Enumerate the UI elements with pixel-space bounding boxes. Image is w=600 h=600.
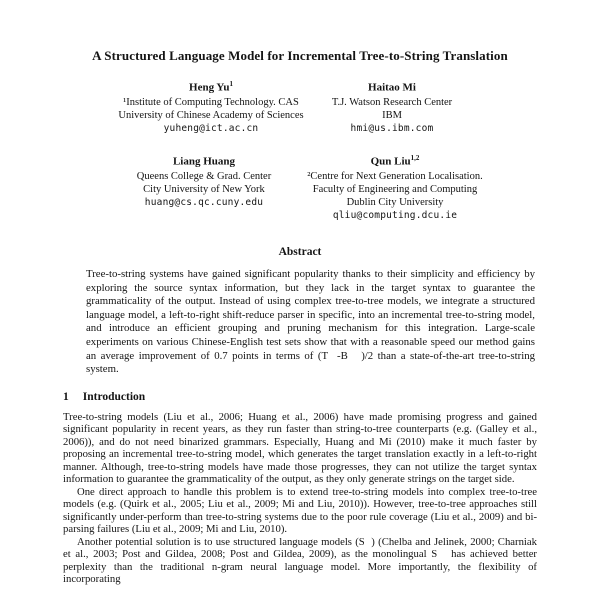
paragraph: Tree-to-string models (Liu et al., 2006; Huang et al., 2006) have made promising progress and gained significant popularity in recent years, as they run faster than string-to-tree counterparts (e.g. (Galley et al., 2006)), and do not need binarized grammars. Especially, Huang and Mi (2010) make it much faster by proposing an incremental tree-to-string model, which generates the target translation exactly in a left-to-right manner. Although, tree-to-string models have made those progresses, they can not utilize the target syntax information to guarantee the grammaticality of the output, as they only generate strings on the target side. bbox=[63, 410, 537, 486]
paragraph: One direct approach to handle this problem is to extend tree-to-string models into complex tree-to-tree models (e.g. (Quirk et al., 2005; Liu et al., 2009; Mi and Liu, 2010)). However, tree-to-tree approaches still significantly under-perform than tree-to-string systems due to the poor rule coverage (Liu et al., 2009) and bi-parsing failures (Liu et al., 2009; Mi and Liu, 2010). bbox=[63, 485, 537, 536]
section-heading-introduction bbox=[63, 391, 537, 403]
author-block-haitao-mi bbox=[332, 78, 452, 135]
author-name-text: Heng Yu bbox=[189, 81, 230, 94]
author-superscript: 1,2 bbox=[410, 154, 420, 162]
author-affiliation: City University of New York bbox=[143, 183, 265, 195]
author-affiliation: T.J. Watson Research Center bbox=[331, 96, 453, 108]
author-email: huang@cs.qc.cuny.edu bbox=[144, 196, 264, 208]
author-block-heng-yu bbox=[118, 78, 303, 135]
author-name-text: Haitao Mi bbox=[368, 81, 416, 94]
author-affiliation: IBM bbox=[382, 109, 402, 121]
author-block-liang-huang bbox=[137, 152, 271, 209]
author-name-text: Qun Liu bbox=[370, 155, 411, 168]
author-name bbox=[137, 152, 271, 169]
author-name-text: Liang Huang bbox=[172, 155, 236, 168]
author-affiliation: Queens College & Grad. Center bbox=[136, 170, 272, 182]
abstract-text: Tree-to-string systems have gained significant popularity thanks to their simplicity and efficiency by exploring the source syntax information, but they lack in the target syntax to guarantee the grammaticality of the output. Instead of using complex tree-to-tree models, we integrate a structured language model, a left-to-right shift-reduce parser in specific, into an incremental tree-to-string model, and introduce an efficient grouping and pruning mechanism for this integration. Large-scale experiments on various Chinese-English test sets show that with a reasonable speed our method gains an average improvement of 0.7 points in terms of (T -B )/2 than a state-of-the-art tree-to-string system. bbox=[86, 268, 535, 376]
author-affiliation: ²Centre for Next Generation Localisation. bbox=[307, 170, 483, 182]
author-name bbox=[307, 152, 482, 169]
author-block-qun-liu bbox=[307, 152, 482, 222]
paragraph: Another potential solution is to use structured language models (S ) (Chelba and Jelinek, 2000; Charniak et al., 2003; Post and Gildea, 2008; Post and Gildea, 2009), as the monolingual S has achieved better perplexity than the traditional n-gram neural language model. More importantly, the flexibility of incorporating bbox=[63, 535, 537, 586]
author-affiliation: Dublin City University bbox=[346, 196, 444, 208]
author-section bbox=[0, 78, 600, 230]
abstract-heading: Abstract bbox=[278, 246, 322, 258]
section-number: 1 bbox=[63, 390, 69, 403]
author-affiliation: University of Chinese Academy of Sciences bbox=[118, 109, 304, 121]
author-affiliation: ¹Institute of Computing Technology. CAS bbox=[123, 96, 299, 108]
author-name bbox=[118, 78, 303, 95]
section-title: Introduction bbox=[82, 390, 146, 403]
introduction-body bbox=[63, 411, 537, 586]
author-name bbox=[332, 78, 452, 95]
author-email: yuheng@ict.ac.cn bbox=[163, 122, 259, 134]
paper-title: A Structured Language Model for Incremental Tree-to-String Translation bbox=[92, 48, 508, 63]
author-email: qliu@computing.dcu.ie bbox=[332, 209, 458, 221]
author-email: hmi@us.ibm.com bbox=[350, 122, 434, 134]
author-superscript: 1 bbox=[229, 80, 233, 88]
author-affiliation: Faculty of Engineering and Computing bbox=[312, 183, 478, 195]
